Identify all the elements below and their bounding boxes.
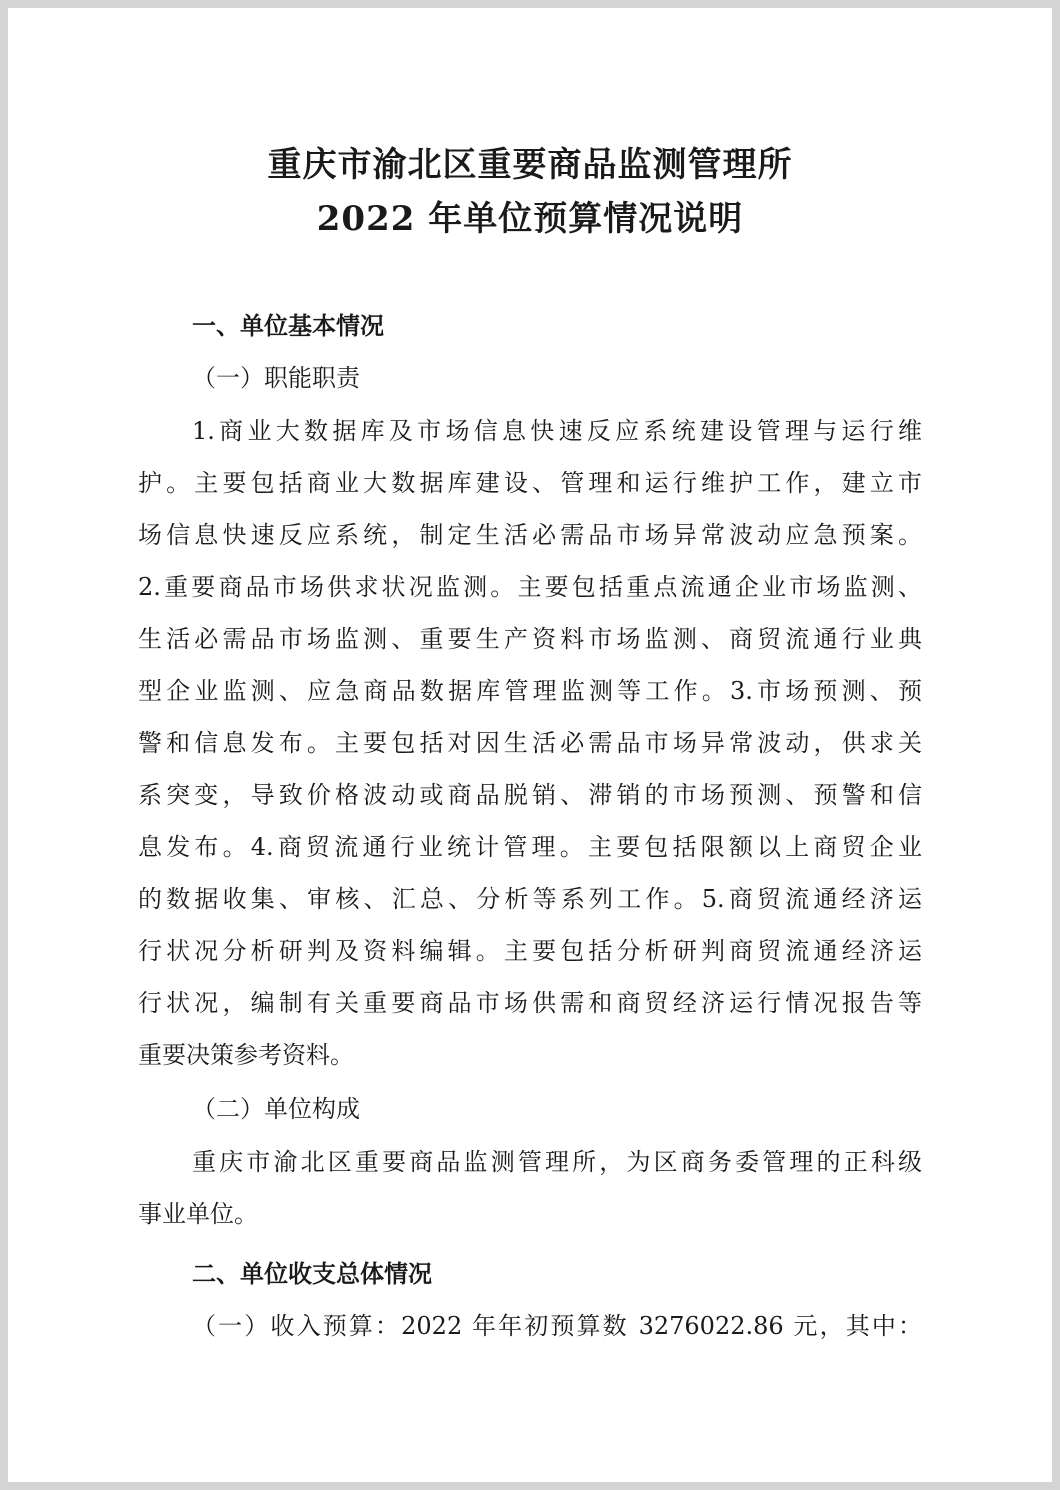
paragraph-line: 生活必需品市场监测、重要生产资料市场监测、商贸流通行业典: [138, 625, 922, 653]
paragraph-line: 型企业监测、应急商品数据库管理监测等工作。3.市场预测、预: [138, 677, 922, 705]
document-page: [8, 8, 1052, 1482]
paragraph-line: 护。主要包括商业大数据库建设、管理和运行维护工作，建立市: [138, 469, 922, 497]
paragraph-line: 系突变，导致价格波动或商品脱销、滞销的市场预测、预警和信: [138, 781, 922, 809]
document-title-line1: 重庆市渝北区重要商品监测管理所: [267, 145, 793, 185]
section2-heading: 二、单位收支总体情况: [192, 1260, 432, 1288]
paragraph-line: 息发布。4.商贸流通行业统计管理。主要包括限额以上商贸企业: [138, 833, 922, 861]
section1-sub2-heading: （二）单位构成: [192, 1095, 360, 1123]
document-title-line2: 2022 年单位预算情况说明: [316, 199, 744, 239]
paragraph-line: 事业单位。: [138, 1200, 258, 1228]
paragraph-line: 警和信息发布。主要包括对因生活必需品市场异常波动，供求关: [138, 729, 922, 757]
paragraph-line: 行状况，编制有关重要商品市场供需和商贸经济运行情况报告等: [138, 989, 922, 1017]
paragraph-line: 场信息快速反应系统，制定生活必需品市场异常波动应急预案。: [138, 521, 922, 549]
paragraph-line: 1.商业大数据库及市场信息快速反应系统建设管理与运行维: [192, 417, 922, 445]
paragraph-line: 重庆市渝北区重要商品监测管理所，为区商务委管理的正科级: [192, 1148, 922, 1176]
section1-heading: 一、单位基本情况: [192, 312, 384, 340]
paragraph-line: 行状况分析研判及资料编辑。主要包括分析研判商贸流通经济运: [138, 937, 922, 965]
paragraph-line: （一）收入预算：2022 年年初预算数 3276022.86 元，其中：: [192, 1312, 922, 1340]
paragraph-line: 重要决策参考资料。: [138, 1041, 354, 1069]
paragraph-line: 2.重要商品市场供求状况监测。主要包括重点流通企业市场监测、: [138, 573, 922, 601]
section1-sub1-heading: （一）职能职责: [192, 364, 360, 392]
paragraph-line: 的数据收集、审核、汇总、分析等系列工作。5.商贸流通经济运: [138, 885, 922, 913]
